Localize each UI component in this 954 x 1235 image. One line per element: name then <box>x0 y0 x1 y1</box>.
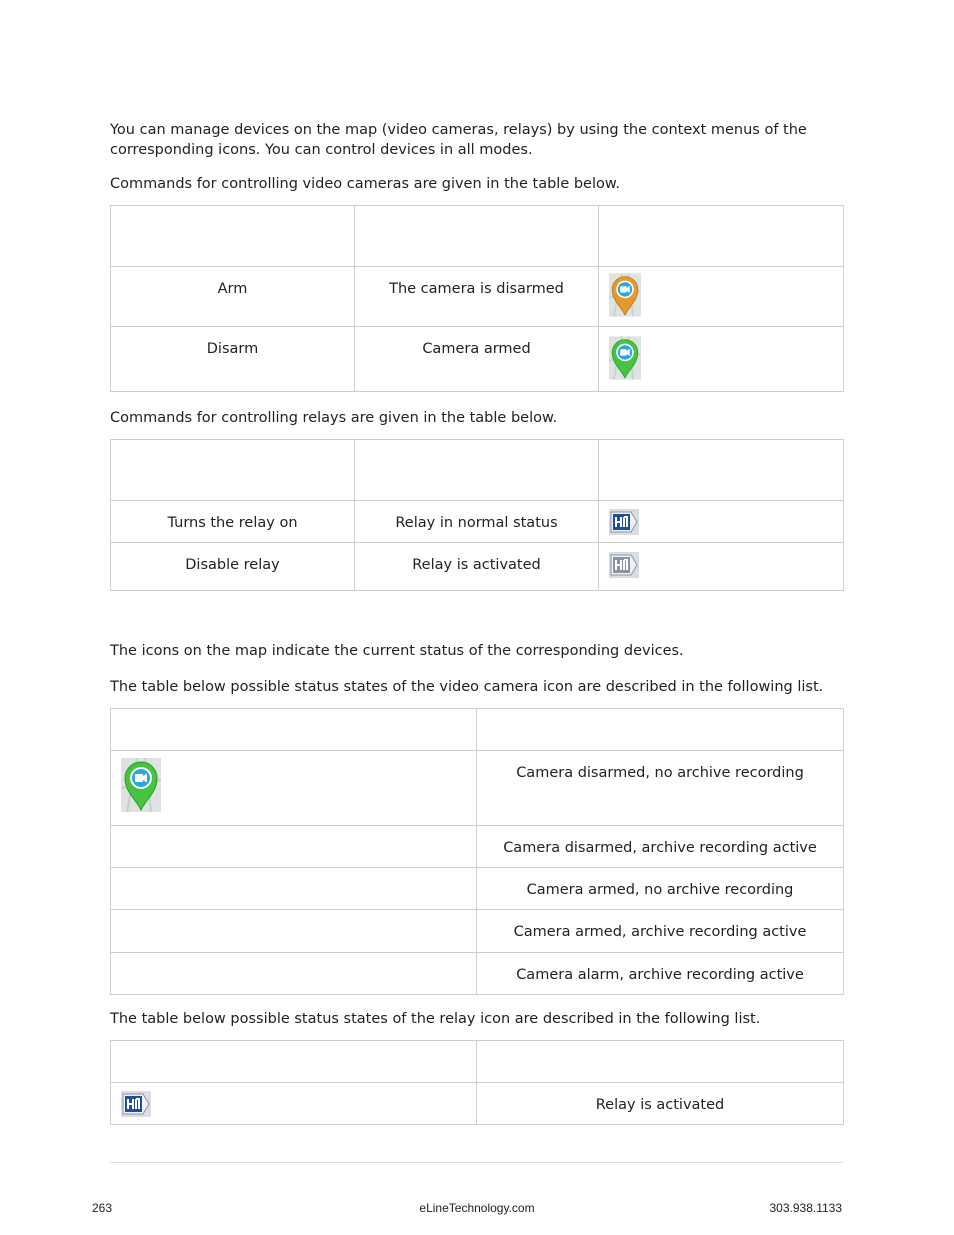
relay-commands-table <box>110 439 844 591</box>
state-cell: Camera alarm, archive recording active <box>477 953 844 995</box>
relay-normal-icon <box>121 1091 151 1117</box>
table-header-row <box>111 709 844 751</box>
command-cell: Disable relay <box>111 543 355 591</box>
icon-cell <box>599 543 844 591</box>
footer-phone: 303.938.1133 <box>769 1201 842 1215</box>
footer-divider <box>110 1162 843 1163</box>
table-header-row <box>111 440 844 501</box>
state-cell: Camera armed, no archive recording <box>477 868 844 910</box>
status-paragraph: The icons on the map indicate the current status of the corresponding devices. <box>110 643 684 659</box>
icon-cell <box>599 327 844 392</box>
command-cell: Arm <box>111 267 355 327</box>
page-number: 263 <box>92 1201 113 1215</box>
command-cell: Disarm <box>111 327 355 392</box>
table-row <box>111 327 844 392</box>
camera-commands-table <box>110 205 844 392</box>
relay-activated-icon <box>609 551 639 579</box>
camera-pin-orange-icon <box>609 273 641 317</box>
table-row <box>111 751 844 826</box>
condition-cell: Relay is activated <box>355 543 599 591</box>
icon-cell <box>111 751 477 826</box>
condition-cell: The camera is disarmed <box>355 267 599 327</box>
state-cell: Relay is activated <box>477 1083 844 1125</box>
icon-cell <box>599 501 844 543</box>
icon-cell <box>111 1083 477 1125</box>
icon-cell <box>599 267 844 327</box>
state-cell: Camera disarmed, archive recording active <box>477 826 844 868</box>
camera-states-intro: The table below possible status states of the video camera icon are described in the following list. <box>110 679 824 695</box>
relay-normal-icon <box>609 509 639 535</box>
relay-states-intro: The table below possible status states of the relay icon are described in the following list. <box>110 1011 761 1027</box>
condition-cell: Camera armed <box>355 327 599 392</box>
relay-commands-intro: Commands for controlling relays are given in the table below. <box>110 410 558 426</box>
camera-pin-green-icon <box>609 334 641 382</box>
state-cell: Camera armed, archive recording active <box>477 910 844 953</box>
table-row <box>111 501 844 543</box>
table-row <box>111 1083 844 1125</box>
state-cell: Camera disarmed, no archive recording <box>477 751 844 826</box>
table-row <box>111 267 844 327</box>
table-row <box>111 826 844 868</box>
table-row <box>111 953 844 995</box>
camera-pin-green-icon <box>121 758 161 812</box>
camera-states-table <box>110 708 844 995</box>
table-row <box>111 868 844 910</box>
intro-paragraph: You can manage devices on the map (video cameras, relays) by using the context menus of the corresponding icons. You can control devices in all modes. <box>110 122 807 158</box>
table-header-row <box>111 1041 844 1083</box>
table-header-row <box>111 206 844 267</box>
relay-states-table <box>110 1040 844 1125</box>
command-cell: Turns the relay on <box>111 501 355 543</box>
camera-commands-intro: Commands for controlling video cameras are given in the table below. <box>110 176 621 192</box>
table-row <box>111 910 844 953</box>
table-row <box>111 543 844 591</box>
condition-cell: Relay in normal status <box>355 501 599 543</box>
footer-website: eLineTechnology.com <box>419 1201 535 1215</box>
